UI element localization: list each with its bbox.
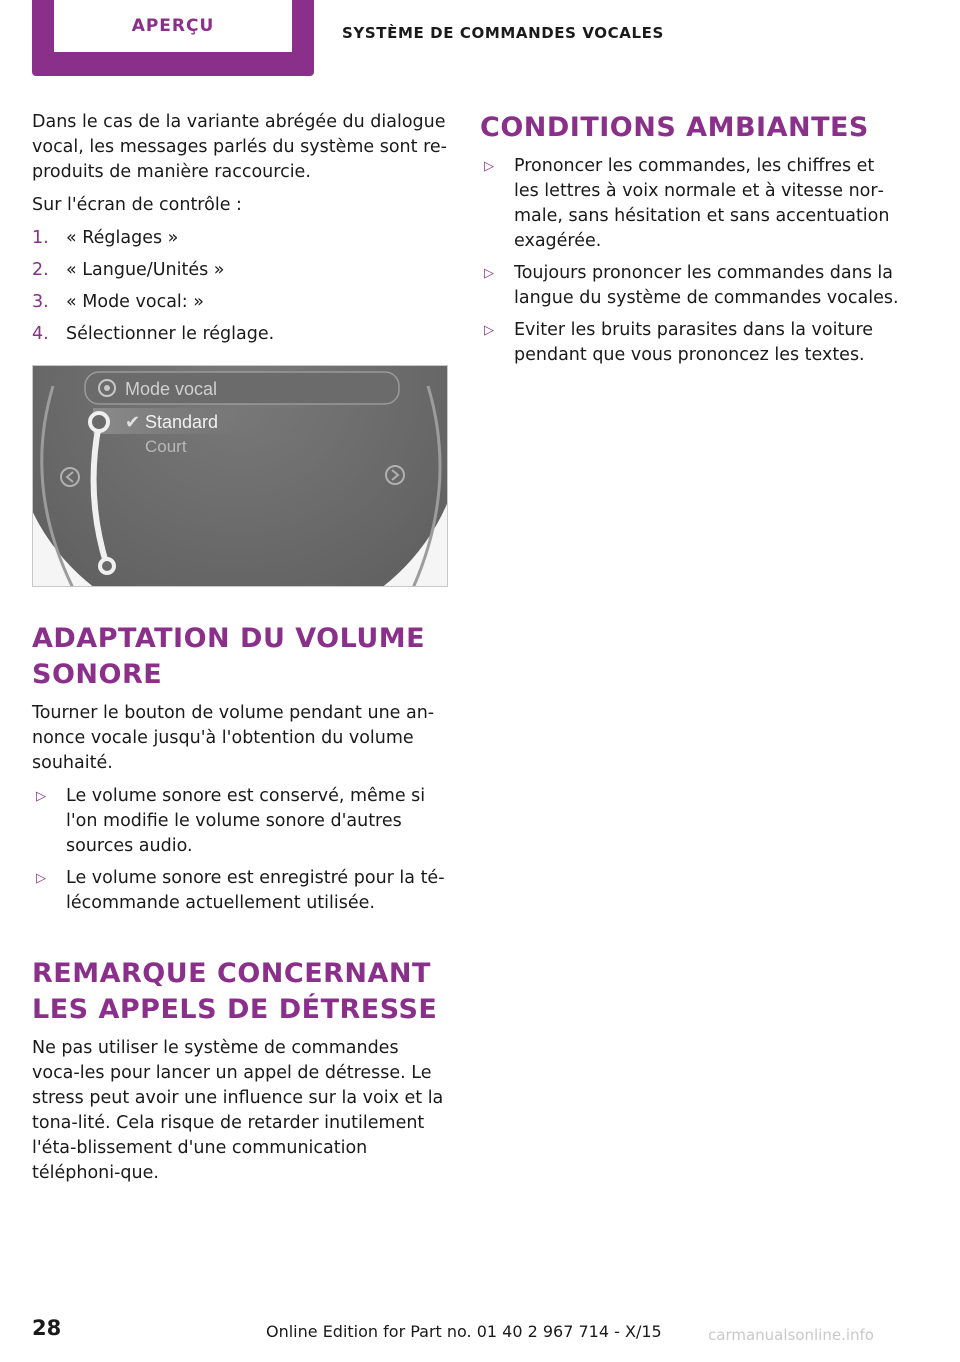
header-tab-label: APERÇU bbox=[54, 0, 292, 52]
volume-heading: ADAPTATION DU VOLUME SONORE bbox=[32, 623, 426, 690]
page-number: 28 bbox=[32, 1316, 62, 1340]
step-item: 2. « Langue/Unités » bbox=[32, 260, 225, 280]
triangle-bullet-icon: ▷ bbox=[36, 789, 46, 804]
intro-paragraph: Dans le cas de la variante abrégée du dialogue vocal, les messages parlés du système sont re‐produits de manière raccourcie. bbox=[32, 112, 447, 182]
right-column bbox=[480, 110, 900, 375]
header-section-title: SYSTÈME DE COMMANDES VOCALES bbox=[342, 24, 664, 42]
edition-note: Online Edition for Part no. 01 40 2 967 714 - X/15 bbox=[266, 1322, 662, 1341]
triangle-bullet-icon: ▷ bbox=[484, 159, 494, 174]
check-icon: ✔ bbox=[125, 412, 141, 432]
conditions-bullets bbox=[480, 154, 900, 368]
control-display-figure bbox=[32, 365, 448, 587]
controller-knob-top bbox=[90, 413, 108, 431]
volume-bullets bbox=[32, 784, 448, 916]
list-item: ▷ Toujours prononcer les commandes dans la langue du système de commandes vocales. bbox=[484, 263, 899, 308]
triangle-bullet-icon: ▷ bbox=[484, 266, 494, 281]
controller-knob-bottom bbox=[100, 559, 114, 573]
list-item: ▷ Prononcer les commandes, les chiffres et les lettres à voix normale et à vitesse nor‐male, sans hésitation et sans accentuation exagérée. bbox=[484, 156, 890, 251]
triangle-bullet-icon: ▷ bbox=[484, 323, 494, 338]
left-column bbox=[32, 110, 448, 1194]
triangle-bullet-icon: ▷ bbox=[36, 871, 46, 886]
header-tab bbox=[32, 0, 314, 76]
control-display-screen bbox=[33, 366, 448, 587]
conditions-heading: CONDITIONS AMBIANTES bbox=[480, 112, 869, 143]
distress-heading: REMARQUE CONCERNANT LES APPELS DE DÉTRESSE bbox=[32, 958, 438, 1025]
volume-body: Tourner le bouton de volume pendant une an‐nonce vocale jusqu'à l'obtention du volume souhaité. bbox=[32, 703, 435, 773]
option-other: Court bbox=[145, 437, 187, 456]
list-item: ▷ Eviter les bruits parasites dans la voiture pendant que vous prononcez les textes. bbox=[484, 320, 874, 365]
menu-title: Mode vocal bbox=[125, 379, 218, 399]
screen-label: Sur l'écran de contrôle : bbox=[32, 195, 242, 215]
list-item: ▷ Le volume sonore est conservé, même si l'on modifie le volume sonore d'autres sources audio. bbox=[36, 786, 426, 856]
site-watermark: carmanualsonline.info bbox=[708, 1326, 874, 1344]
step-item: 3. « Mode vocal: » bbox=[32, 292, 204, 312]
distress-body: Ne pas utiliser le système de commandes voca‐les pour lancer un appel de détresse. Le stress peut avoir une influence sur la voix et la tona‐lité. Cela risque de retarder inutilement l'éta‐blissement d'une communication téléphoni‐que. bbox=[32, 1038, 444, 1183]
option-selected: Standard bbox=[145, 412, 219, 432]
step-item: 1. « Réglages » bbox=[32, 228, 179, 248]
step-item: 4. Sélectionner le réglage. bbox=[32, 324, 275, 344]
steps-list bbox=[32, 226, 448, 347]
list-item: ▷ Le volume sonore est enregistré pour la té‐lécommande actuellement utilisée. bbox=[36, 868, 445, 913]
